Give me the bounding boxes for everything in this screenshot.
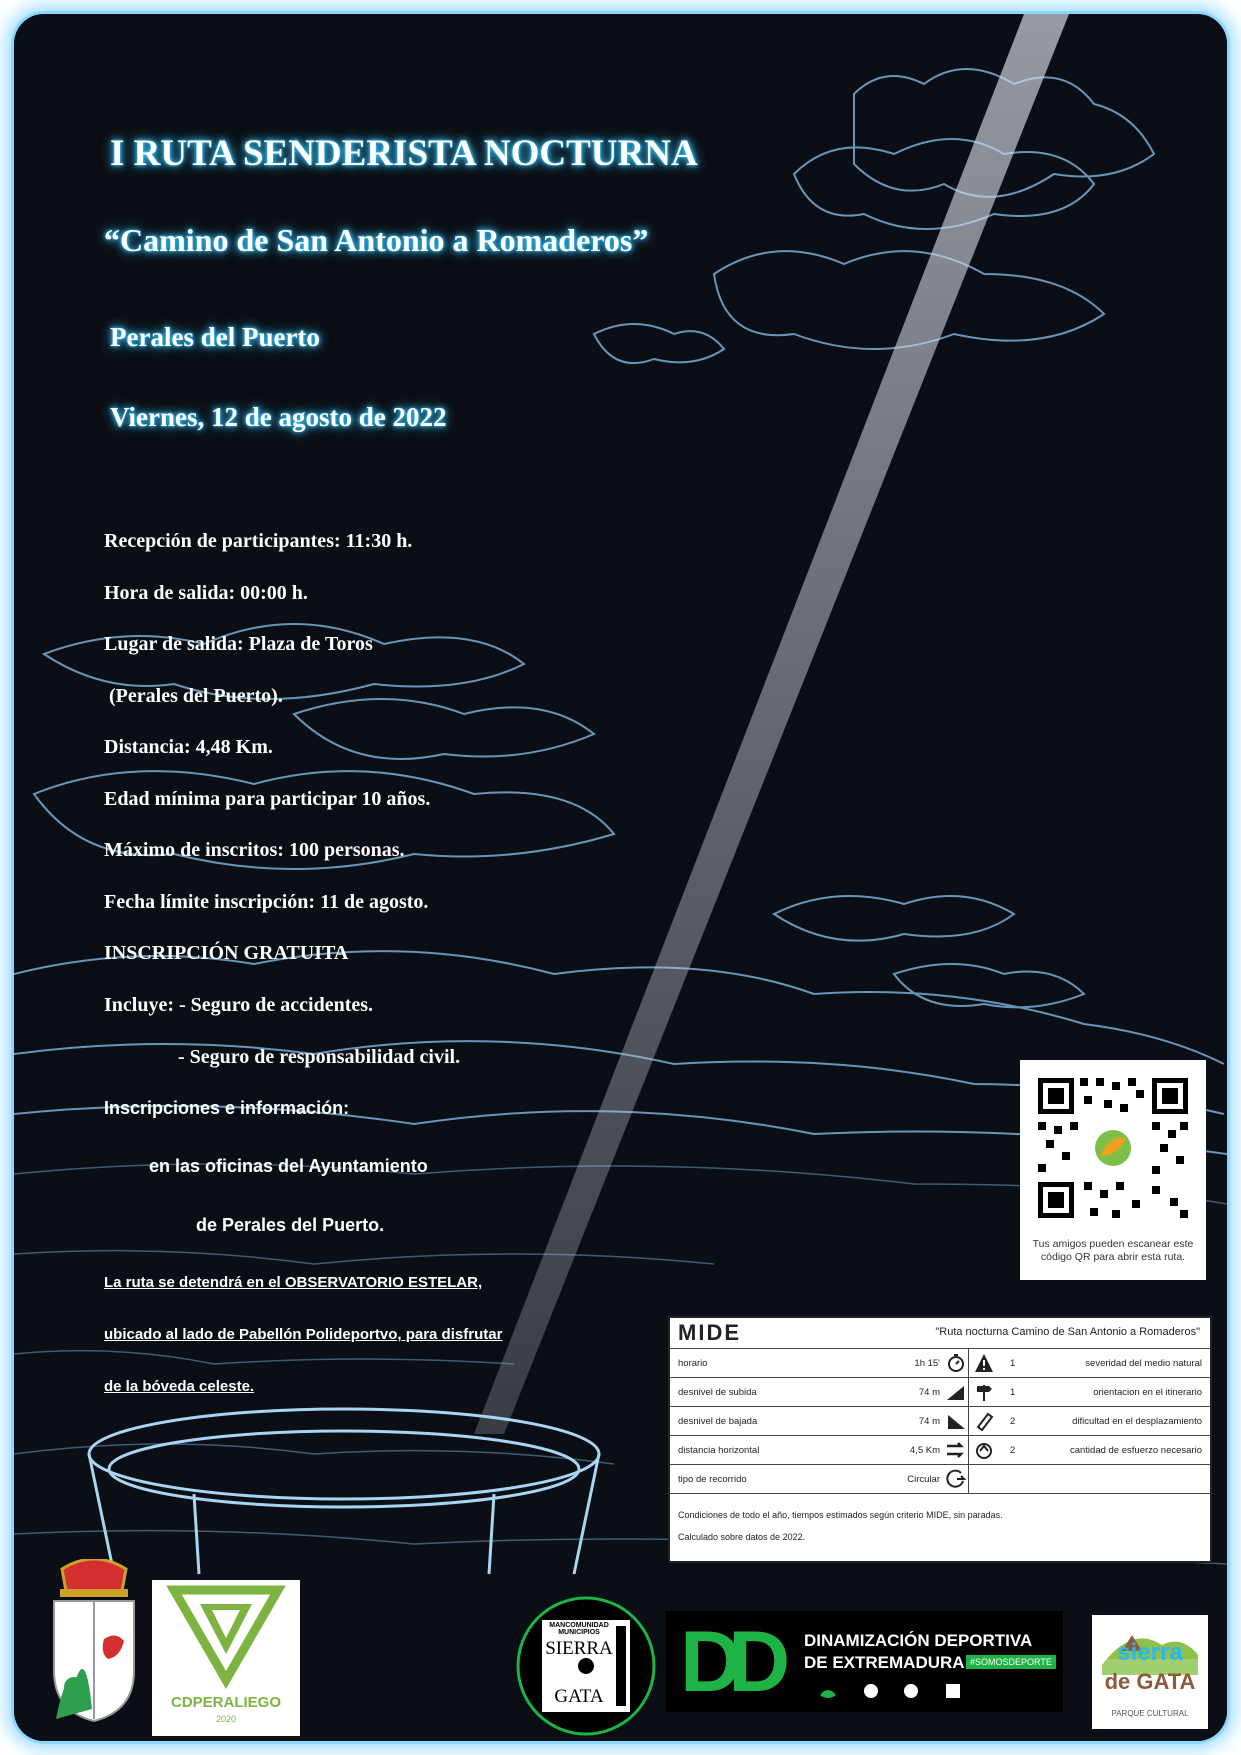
- info-distance: Distancia: 4,48 Km.: [104, 736, 273, 758]
- info-max-participants: Máximo de inscritos: 100 personas.: [104, 839, 405, 861]
- mide-route-name: "Ruta nocturna Camino de San Antonio a Romaderos": [935, 1326, 1200, 1338]
- mide-label: tipo de recorrido: [678, 1474, 747, 1485]
- sierra-de-gata-parque-cultural-logo: [1092, 1615, 1208, 1729]
- event-place: Perales del Puerto: [110, 322, 320, 352]
- coat-of-arms-logo: [44, 1559, 144, 1727]
- mide-note-data: Calculado sobre datos de 2022.: [678, 1532, 806, 1542]
- qr-caption: Tus amigos pueden escanear este código QR para abrir esta ruta.: [1032, 1238, 1194, 1263]
- parque-cultural-label: PARQUE CULTURAL: [1111, 1709, 1189, 1718]
- mide-criterion: dificultad en el desplazamiento: [1072, 1416, 1202, 1427]
- event-title: I RUTA SENDERISTA NOCTURNA: [110, 133, 698, 174]
- info-free-registration: INSCRIPCIÓN GRATUITA: [104, 942, 349, 964]
- mide-value: 4,5 Km: [909, 1445, 940, 1456]
- dd-hashtag: #SOMOSDEPORTE: [966, 1655, 1056, 1669]
- info-includes: Incluye: - Seguro de accidentes.: [104, 994, 374, 1016]
- mide-level: 1: [1010, 1387, 1016, 1398]
- cdperaliego-name: CDPERALIEGO: [170, 1694, 281, 1711]
- mide-criterion: cantidad de esfuerzo necesario: [1069, 1445, 1202, 1456]
- mancomunidad-emblem-icon: [516, 1596, 656, 1736]
- cdperaliego-logo: [152, 1580, 300, 1736]
- stopwatch-icon: [946, 1353, 966, 1373]
- info-departure-time: Hora de salida: 00:00 h.: [104, 582, 308, 604]
- observatory-note-2: ubicado al lado de Pabellón Polideportvo, para disfrutar: [104, 1326, 503, 1343]
- mancomunidad-sierra-de-gata-logo: [516, 1596, 656, 1736]
- mide-level: 2: [1010, 1445, 1016, 1456]
- mide-level: 1: [1010, 1358, 1016, 1369]
- mancomunidad-label: MANCOMUNIDAD MUNICIPIOS: [549, 1622, 609, 1636]
- mide-value: Circular: [907, 1474, 940, 1485]
- cdperaliego-emblem-icon: [152, 1580, 300, 1690]
- signpost-icon: [974, 1382, 994, 1402]
- info-reception: Recepción de participantes: 11:30 h.: [104, 530, 413, 552]
- poster: [14, 14, 1227, 1741]
- downhill-icon: [946, 1411, 966, 1431]
- info-min-age: Edad mínima para participar 10 años.: [104, 788, 431, 810]
- sponsor-emblems-icon: [816, 1681, 1016, 1705]
- mancomunidad-word-gata: GATA: [554, 1686, 604, 1707]
- mide-row: [670, 1436, 1210, 1465]
- qr-code-panel[interactable]: [1020, 1060, 1206, 1280]
- info-includes-liability: - Seguro de responsabilidad civil.: [178, 1046, 461, 1068]
- loop-icon: [946, 1469, 966, 1489]
- dd-letters: DD: [680, 1614, 777, 1710]
- registration-heading: Inscripciones e información:: [104, 1098, 350, 1118]
- boot-icon: [974, 1411, 994, 1431]
- mide-row: [670, 1349, 1210, 1378]
- parque-cultural-word-gata: de GATA: [1104, 1669, 1196, 1694]
- effort-icon: [974, 1440, 994, 1460]
- mide-note-conditions: Condiciones de todo el año, tiempos estimados según criterio MIDE, sin paradas.: [678, 1510, 1003, 1520]
- mide-header: [670, 1318, 1210, 1349]
- mide-logo: MIDE: [678, 1320, 741, 1345]
- mide-label: horario: [678, 1358, 708, 1369]
- event-date: Viernes, 12 de agosto de 2022: [110, 402, 447, 432]
- mide-value: 74 m: [918, 1387, 940, 1398]
- observatory-note-1: La ruta se detendrá en el OBSERVATORIO ESTELAR,: [104, 1274, 483, 1291]
- mide-row: [670, 1378, 1210, 1407]
- mide-label: desnivel de bajada: [678, 1416, 758, 1427]
- parque-cultural-word-sierra: sierra: [1117, 1639, 1183, 1666]
- mide-table: [668, 1316, 1212, 1563]
- qr-code-icon: [1020, 1060, 1206, 1236]
- dinamizacion-deportiva-logo: [666, 1611, 1063, 1712]
- mide-row: [670, 1465, 1210, 1494]
- dd-line1: DINAMIZACIÓN DEPORTIVA: [804, 1631, 1033, 1650]
- mancomunidad-word-sierra: SIERRA: [545, 1638, 613, 1659]
- mide-criterion: severidad del medio natural: [1085, 1358, 1202, 1369]
- mide-criterion: orientacion en el itinerario: [1093, 1387, 1202, 1398]
- cdperaliego-year: 2020: [215, 1714, 237, 1724]
- route-name: “Camino de San Antonio a Romaderos”: [104, 222, 649, 258]
- registration-line2: de Perales del Puerto.: [196, 1215, 385, 1235]
- mide-label: desnivel de subida: [678, 1387, 757, 1398]
- uphill-icon: [946, 1382, 966, 1402]
- arrows-icon: [946, 1440, 966, 1460]
- info-deadline: Fecha límite inscripción: 11 de agosto.: [104, 891, 429, 913]
- observatory-note-3: de la bóveda celeste.: [104, 1378, 255, 1395]
- mide-value: 74 m: [918, 1416, 940, 1427]
- info-departure-place-detail: (Perales del Puerto).: [104, 685, 283, 707]
- mide-value: 1h 15': [914, 1358, 940, 1369]
- warning-icon: [974, 1353, 994, 1373]
- mide-level: 2: [1010, 1416, 1016, 1427]
- mide-notes: [670, 1494, 1210, 1558]
- mide-label: distancia horizontal: [678, 1445, 760, 1456]
- dd-line2: DE EXTREMADURA: [804, 1653, 965, 1672]
- mide-row: [670, 1407, 1210, 1436]
- registration-line1: en las oficinas del Ayuntamiento: [149, 1156, 428, 1176]
- info-departure-place: Lugar de salida: Plaza de Toros: [104, 633, 373, 655]
